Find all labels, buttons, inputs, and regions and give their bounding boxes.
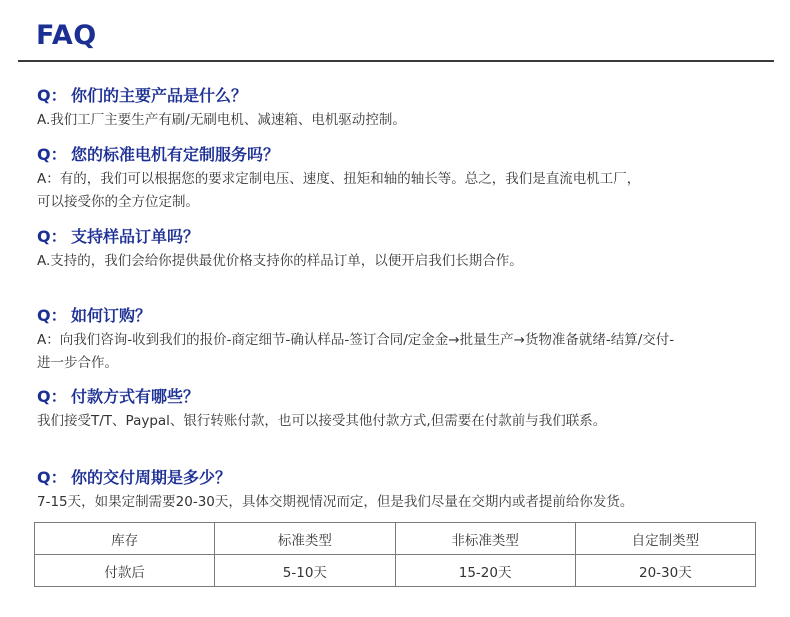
faq-question xyxy=(37,302,767,326)
question-text: 你的交付周期是多少？ xyxy=(71,467,232,487)
faq-answer xyxy=(37,250,767,273)
answer-line: A：有的，我们可以根据您的要求定制电压、速度、扭矩和轴的轴长等。总之，我们是直流电机工厂， xyxy=(37,171,641,187)
question-prefix: Q： xyxy=(37,226,67,246)
table-header-cell: 库存 xyxy=(35,523,215,555)
answer-line: 7-15天，如果定制需要20-30天，具体交期视情况而定，但是我们尽量在交期内或者提前给你发货。 xyxy=(37,494,634,510)
faq-item-payment-methods xyxy=(37,383,767,433)
faq-item-how-to-order xyxy=(37,302,767,375)
faq-question xyxy=(37,223,767,247)
answer-line: A.我们工厂主要生产有刷/无刷电机、减速箱、电机驱动控制。 xyxy=(37,112,406,128)
table-header-cell: 自定制类型 xyxy=(575,523,755,555)
question-prefix: Q： xyxy=(37,386,67,406)
faq-question xyxy=(37,82,767,106)
title-divider xyxy=(18,60,774,62)
answer-line: A：向我们咨询-收到我们的报价-商定细节-确认样品-签订合同/定金金→批量生产→货物准备就绪-结算/交付- xyxy=(37,332,675,348)
faq-item-sample-orders xyxy=(37,223,767,273)
question-text: 支持样品订单吗？ xyxy=(71,226,200,246)
faq-answer xyxy=(37,168,767,214)
question-prefix: Q： xyxy=(37,467,67,487)
question-text: 付款方式有哪些？ xyxy=(71,386,200,406)
answer-line: A.支持的，我们会给你提供最优价格支持你的样品订单，以便开启我们长期合作。 xyxy=(37,253,523,269)
table-header-cell: 非标准类型 xyxy=(395,523,575,555)
faq-answer xyxy=(37,109,767,132)
table-header-cell: 标准类型 xyxy=(215,523,395,555)
page-title: FAQ xyxy=(36,20,97,51)
lead-time-table xyxy=(34,522,756,587)
faq-item-custom-service xyxy=(37,141,767,214)
faq-question xyxy=(37,141,767,165)
table-cell: 5-10天 xyxy=(215,555,395,587)
answer-line: 我们接受T/T、Paypal、银行转账付款，也可以接受其他付款方式,但需要在付款前与我们联系。 xyxy=(37,413,607,429)
answer-line: 可以接受你的全方位定制。 xyxy=(37,194,199,210)
faq-answer xyxy=(37,491,767,514)
faq-question xyxy=(37,464,767,488)
faq-answer xyxy=(37,410,767,433)
table-cell: 付款后 xyxy=(35,555,215,587)
question-prefix: Q： xyxy=(37,85,67,105)
answer-line: 进一步合作。 xyxy=(37,355,118,371)
table-header-row xyxy=(35,523,756,555)
table-cell: 15-20天 xyxy=(395,555,575,587)
question-text: 如何订购？ xyxy=(71,305,152,325)
faq-item-lead-time xyxy=(37,464,767,514)
table-cell: 20-30天 xyxy=(575,555,755,587)
question-prefix: Q： xyxy=(37,144,67,164)
question-text: 您的标准电机有定制服务吗？ xyxy=(71,144,280,164)
question-text: 你们的主要产品是什么？ xyxy=(71,85,248,105)
faq-item-main-products xyxy=(37,82,767,132)
faq-question xyxy=(37,383,767,407)
faq-answer xyxy=(37,329,767,375)
question-prefix: Q： xyxy=(37,305,67,325)
table-row xyxy=(35,555,756,587)
